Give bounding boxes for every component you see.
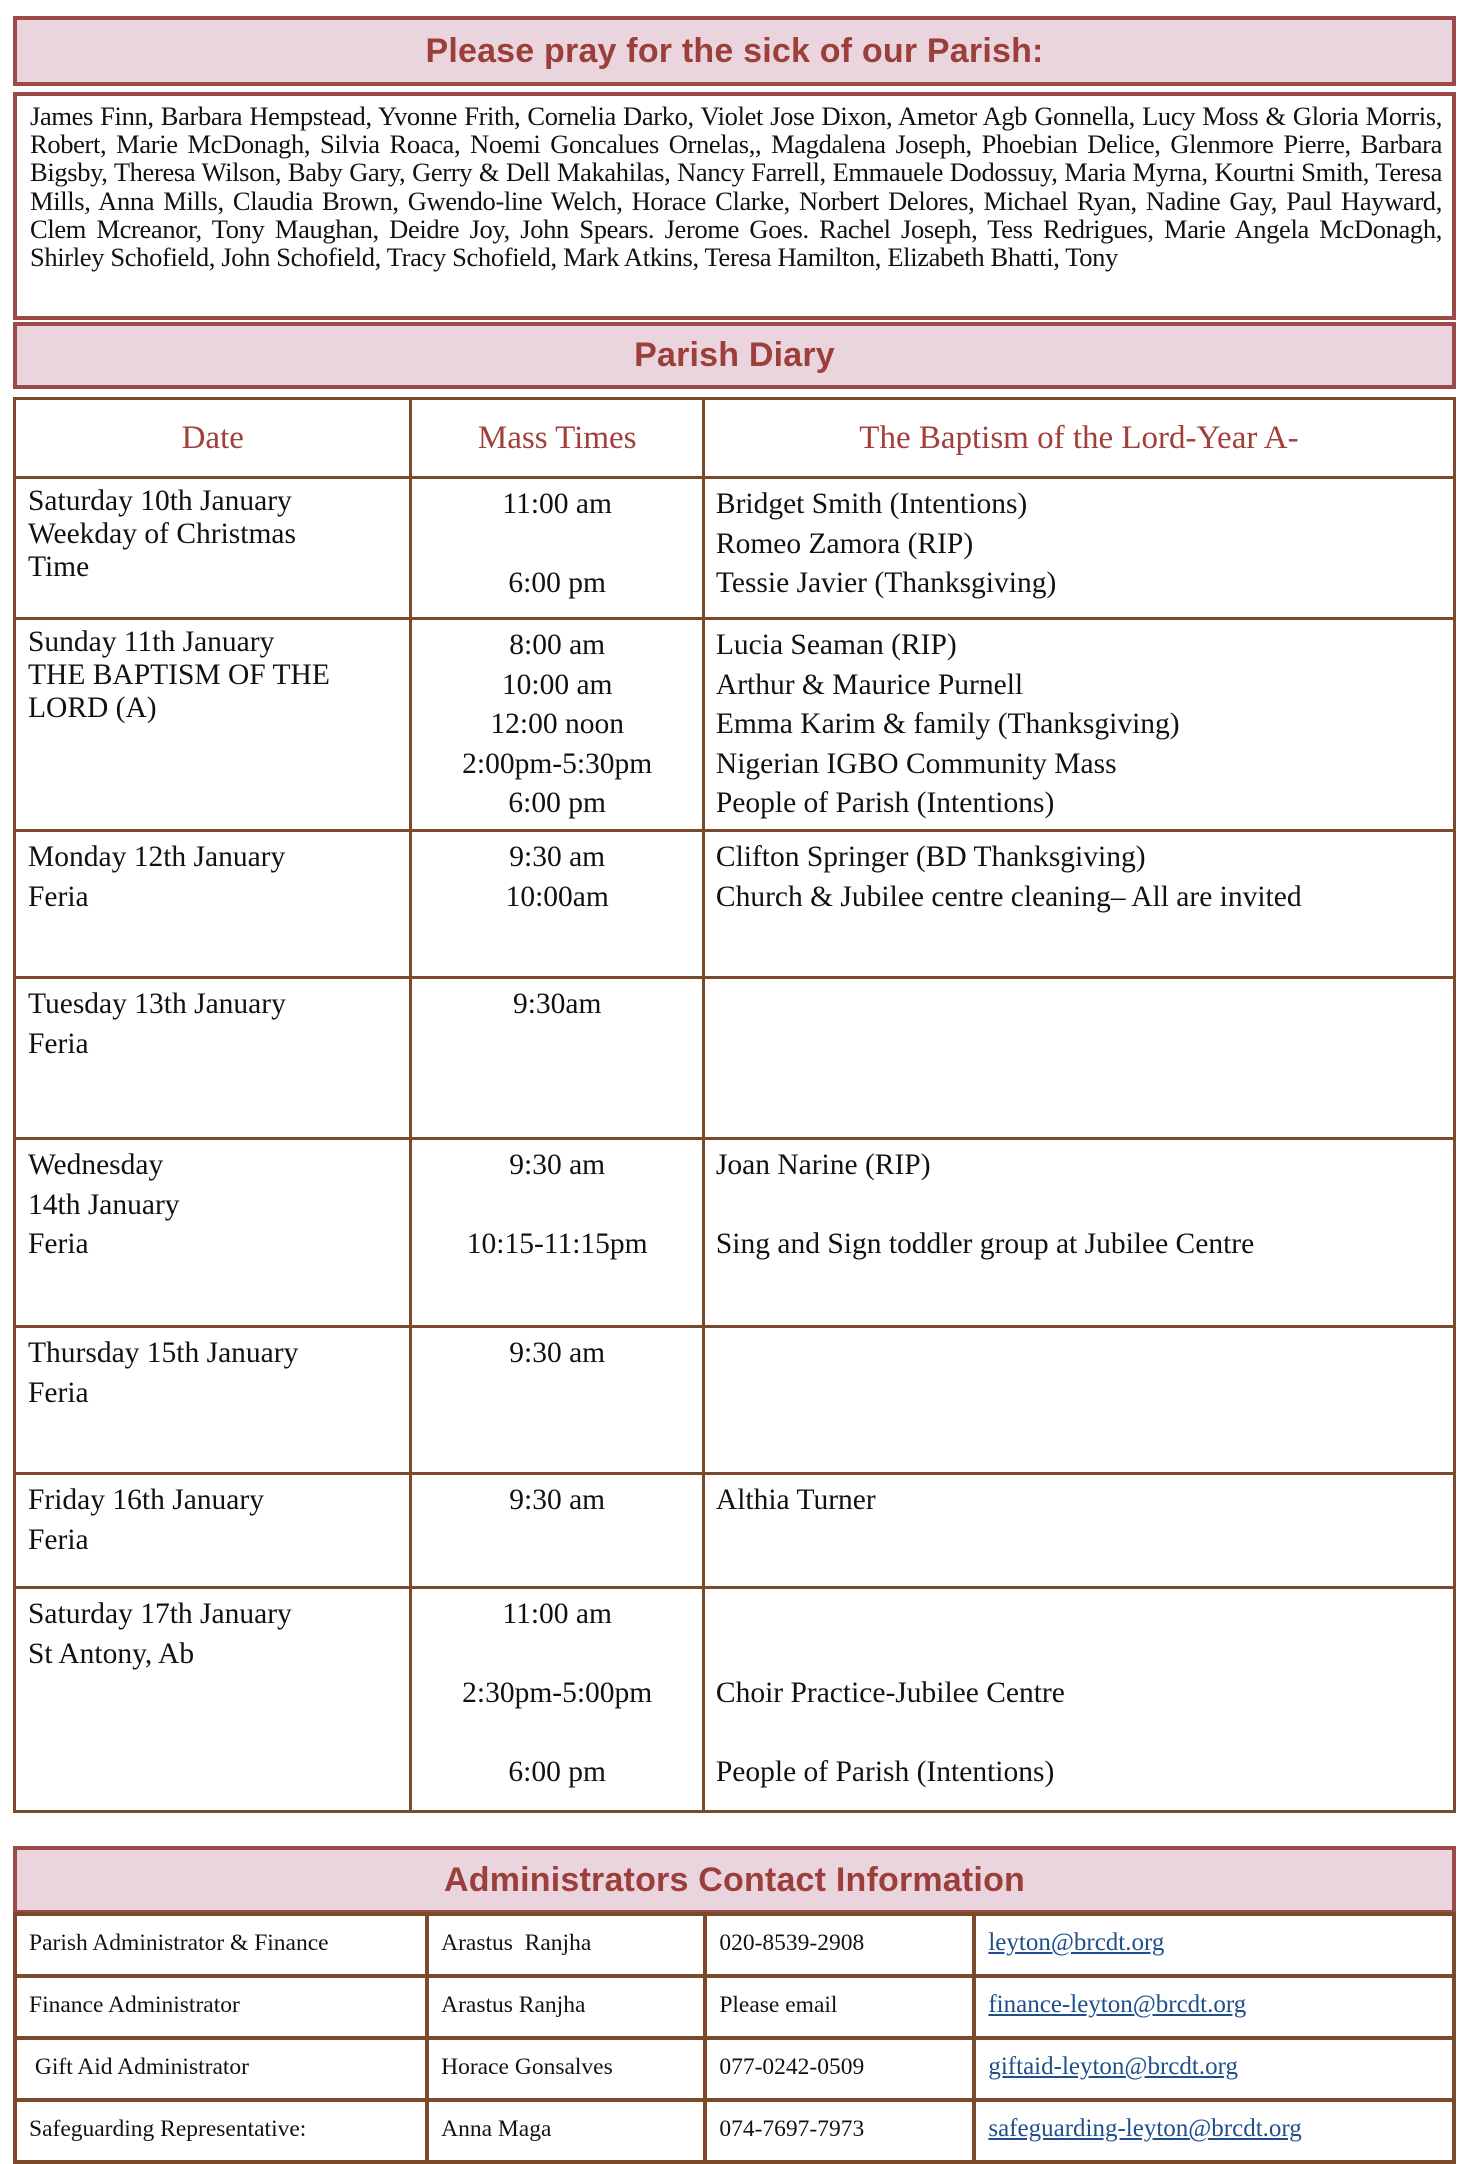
date-line: Thursday 15th January [28,1337,299,1369]
mass-time-line: 10:00am [505,880,609,913]
diary-date-cell [15,1139,411,1327]
intention-line: Arthur & Maurice Purnell [715,668,1024,701]
admin-row [15,2038,1454,2100]
intention-line: Tessie Javier (Thanksgiving) [715,567,1057,599]
date-line: Friday 16th January [28,1484,264,1516]
admin-name: Arastus Ranjha [427,1914,705,1976]
sick-names-box [13,92,1456,320]
intention-line: Nigerian IGBO Community Mass [715,747,1117,780]
mass-time-line: 6:00 pm [508,567,606,599]
mass-time-line: 10:15-11:15pm [466,1228,648,1260]
date-line: Monday 12th January [28,841,286,873]
intention-line: Althia Turner [715,1484,876,1516]
diary-date-cell [15,1588,411,1812]
date-line: THE BAPTISM OF THE [28,659,330,691]
diary-row [15,831,1455,978]
mass-time-line: 9:30 am [509,1149,606,1181]
intention-line: People of Parish (Intentions) [715,787,1055,819]
mass-time-line: 8:00 am [509,629,606,661]
admin-name: Anna Maga [427,2100,705,2162]
admin-name: Arastus Ranjha [427,1976,705,2038]
diary-intentions-cell [703,478,1454,619]
date-line: Feria [28,1523,89,1556]
diary-mass-times-cell [411,1327,703,1474]
sick-list-header [13,16,1456,86]
intention-line: Clifton Springer (BD Thanksgiving) [715,841,1146,873]
admin-email-link[interactable]: safeguarding-leyton@brcdt.org [988,2115,1302,2142]
admin-phone: Please email [705,1976,974,2038]
date-line: Saturday 10th January [28,485,292,517]
admin-email-link[interactable]: leyton@brcdt.org [988,1929,1165,1956]
mass-time-line: 10:00 am [501,668,613,701]
admin-email-link[interactable]: finance-leyton@brcdt.org [988,1991,1247,2018]
intention-line: Sing and Sign toddler group at Jubilee Centre [715,1228,1255,1260]
date-line: Feria [28,880,89,913]
mass-time-line: 9:30 am [509,1337,606,1369]
admin-phone: 020-8539-2908 [705,1914,974,1976]
admin-phone: 074-7697-7973 [705,2100,974,2162]
intention-line [716,1595,1443,1635]
admin-role: Finance Administrator [15,1976,427,2038]
parish-diary-header [13,322,1456,389]
diary-date-cell [15,1327,411,1474]
intention-line: Bridget Smith (Intentions) [715,488,1028,520]
parish-diary-title: Parish Diary [634,336,835,374]
diary-row [15,1588,1455,1812]
diary-date-cell [15,478,411,619]
mass-time-line: 11:00 am [502,1598,612,1630]
admin-contact-title: Administrators Contact Information [443,1860,1026,1899]
diary-intentions-cell [703,1474,1454,1588]
admin-row [15,2100,1454,2162]
diary-row [15,1139,1455,1327]
diary-header-row [15,399,1455,478]
diary-mass-times-cell [411,478,703,619]
mass-time-line: 11:00 am [502,488,612,520]
admin-phone: 077-0242-0509 [705,2038,974,2100]
diary-row [15,478,1455,619]
sick-list-title: Please pray for the sick of our Parish: [425,31,1044,70]
intention-line: People of Parish (Intentions) [715,1756,1055,1788]
mass-time-line: 6:00 pm [508,787,606,819]
date-line: Saturday 17th January [28,1598,292,1630]
diary-intentions-cell [703,619,1454,831]
admin-email-cell [974,1914,1454,1976]
admin-email-cell [974,1976,1454,2038]
diary-intentions-cell [703,831,1454,978]
admin-contact-table [13,1912,1456,2164]
admin-email-link[interactable]: giftaid-leyton@brcdt.org [988,2053,1238,2080]
mass-time-line: 6:00 pm [508,1756,606,1788]
mass-time-line [416,1635,697,1675]
mass-time-line: 12:00 noon [490,708,624,740]
intention-line: Emma Karim & family (Thanksgiving) [715,708,1180,740]
diary-mass-times-cell [411,831,703,978]
admin-row [15,1914,1454,1976]
mass-time-line: 9:30am [512,988,602,1020]
date-line: Time [28,551,90,583]
admin-contact-header [13,1846,1456,1914]
intention-line: Lucia Seaman (RIP) [715,629,957,661]
admin-role: Gift Aid Administrator [15,2038,427,2100]
date-line: Tuesday 13th January [28,988,286,1020]
intention-line: Joan Narine (RIP) [715,1149,931,1181]
diary-intentions-cell [703,1327,1454,1474]
intention-line: Choir Practice-Jubilee Centre [715,1677,1065,1709]
mass-time-line [416,1186,697,1226]
date-line: Feria [28,1027,89,1060]
date-line: Sunday 11th January [28,626,275,658]
diary-intentions-cell [703,1139,1454,1327]
date-line: St Antony, Ab [28,1637,195,1670]
diary-mass-times-cell [411,619,703,831]
diary-date-cell [15,619,411,831]
admin-row [15,1976,1454,2038]
diary-row [15,619,1455,831]
diary-date-cell [15,978,411,1139]
diary-intentions-cell [703,978,1454,1139]
mass-time-line [416,525,697,565]
admin-role: Parish Administrator & Finance [15,1914,427,1976]
diary-mass-times-cell [411,1474,703,1588]
column-header-date: Date [15,399,411,478]
sick-names-text: James Finn, Barbara Hempstead, Yvonne Frith, Cornelia Darko, Violet Jose Dixon, Ametor Agb Gonnella, Lucy Moss & Gloria Morris, Robert, Marie McDonagh, Silvia Roaca, Noemi Goncalues Ornelas,, Magdalena Joseph, Phoebian Delice, Glenmore Pierre, Barbara Bigsby, Theresa Wilson, Baby Gary, Gerry & Dell Makahilas, Nancy Farrell, Emmauele Dodossuy, Maria Myrna, Kourtni Smith, Teresa Mills, Anna Mills, Claudia Brown, Gwendo-line Welch, Horace Clarke, Norbert Delores, Michael Ryan, Nadine Gay, Paul Hayward, Clem Mcreanor, Tony Maughan, Deidre Joy, John Spears. Jerome Goes. Rachel Joseph, Tess Redrigues, Marie Angela McDonagh, Shirley Schofield, John Schofield, Tracy Schofield, Mark Atkins, Teresa Hamilton, Elizabeth Bhatti, Tony [30,101,1442,273]
diary-mass-times-cell [411,978,703,1139]
diary-date-cell [15,831,411,978]
mass-time-line: 2:00pm-5:30pm [462,747,653,780]
date-line: 14th January [28,1188,180,1221]
mass-time-line [416,1714,697,1754]
diary-row [15,1327,1455,1474]
admin-role: Safeguarding Representative: [15,2100,427,2162]
admin-email-cell [974,2038,1454,2100]
date-line: Weekday of Christmas [28,518,296,550]
mass-time-line: 9:30 am [509,1484,606,1516]
diary-row [15,978,1455,1139]
intention-line: Church & Jubilee centre cleaning– All are invited [715,880,1302,913]
intention-line [716,1714,1443,1754]
diary-mass-times-cell [411,1139,703,1327]
date-line: Feria [28,1376,89,1409]
mass-time-line: 9:30 am [509,841,606,873]
parish-diary-table [13,397,1456,1813]
column-header-mass-times: Mass Times [411,399,703,478]
diary-row [15,1474,1455,1588]
column-header-intentions: The Baptism of the Lord-Year A- [703,399,1454,478]
diary-date-cell [15,1474,411,1588]
mass-time-line: 2:30pm-5:00pm [462,1677,653,1709]
intention-line [716,1635,1443,1675]
admin-name: Horace Gonsalves [427,2038,705,2100]
date-line: LORD (A) [28,692,157,724]
diary-mass-times-cell [411,1588,703,1812]
intention-line [716,1186,1443,1226]
intention-line: Romeo Zamora (RIP) [715,527,974,560]
admin-email-cell [974,2100,1454,2162]
diary-intentions-cell [703,1588,1454,1812]
date-line: Feria [28,1228,89,1260]
date-line: Wednesday [28,1149,164,1181]
